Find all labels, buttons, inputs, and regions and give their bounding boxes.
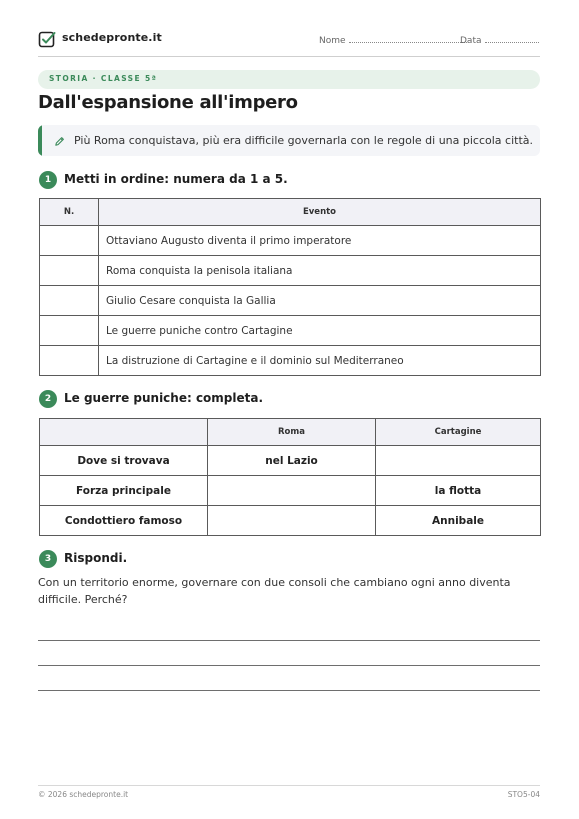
order-number-cell[interactable] — [40, 256, 99, 286]
page-title: Dall'espansione all'impero — [38, 92, 298, 113]
answer-line[interactable] — [38, 665, 540, 666]
table-row — [40, 476, 541, 506]
brand-name: schedepronte.it — [62, 31, 162, 44]
date-label: Data — [460, 36, 482, 46]
table-row — [40, 316, 541, 346]
table-row — [40, 346, 541, 376]
row-label: Dove si trovava — [40, 446, 208, 476]
table-row — [40, 446, 541, 476]
row-label: Forza principale — [40, 476, 208, 506]
section-2-number: 2 — [39, 390, 57, 408]
footer-divider — [38, 785, 540, 786]
row-label: Condottiero famoso — [40, 506, 208, 536]
table-row — [40, 226, 541, 256]
order-number-cell[interactable] — [40, 226, 99, 256]
event-cell: Roma conquista la penisola italiana — [99, 256, 541, 286]
column-header-event: Evento — [99, 199, 541, 226]
column-header-cartagine: Cartagine — [376, 419, 541, 446]
order-number-cell[interactable] — [40, 316, 99, 346]
checkbox-icon — [38, 30, 56, 48]
cartagine-cell: Annibale — [376, 506, 541, 536]
column-header-empty — [40, 419, 208, 446]
callout-accent-bar — [38, 125, 42, 156]
order-number-cell[interactable] — [40, 346, 99, 376]
subject-tag-text: STORIA · CLASSE 5ª — [49, 74, 158, 83]
table-row — [40, 286, 541, 316]
order-number-cell[interactable] — [40, 286, 99, 316]
roma-cell[interactable] — [208, 476, 376, 506]
event-cell: La distruzione di Cartagine e il dominio sul Mediterraneo — [99, 346, 541, 376]
order-table — [39, 198, 541, 376]
answer-line[interactable] — [38, 640, 540, 641]
question-text: Con un territorio enorme, governare con due consoli che cambiano ogni anno diventa difficile. Perché? — [38, 576, 511, 606]
cartagine-cell: la flotta — [376, 476, 541, 506]
column-header-roma: Roma — [208, 419, 376, 446]
header-divider — [38, 56, 540, 57]
roma-cell: nel Lazio — [208, 446, 376, 476]
cartagine-cell[interactable] — [376, 446, 541, 476]
date-field[interactable] — [460, 34, 539, 46]
answer-line[interactable] — [38, 690, 540, 691]
event-cell: Giulio Cesare conquista la Gallia — [99, 286, 541, 316]
table-row — [40, 256, 541, 286]
pencil-icon — [54, 136, 65, 147]
footer-copyright: © 2026 schedepronte.it — [38, 790, 129, 799]
callout-text: Più Roma conquistava, più era difficile governarla con le regole di una piccola città. — [74, 134, 534, 147]
event-cell: Le guerre puniche contro Cartagine — [99, 316, 541, 346]
table-row — [40, 506, 541, 536]
section-1-number: 1 — [39, 171, 57, 189]
footer-code: STO5-04 — [507, 790, 540, 799]
section-3-number: 3 — [39, 550, 57, 568]
column-header-number: N. — [40, 199, 99, 226]
name-label: Nome — [319, 36, 346, 46]
section-1-label: Metti in ordine: numera da 1 a 5. — [64, 172, 288, 186]
section-3-label: Rispondi. — [64, 551, 128, 565]
punic-wars-table — [39, 418, 541, 536]
event-cell: Ottaviano Augusto diventa il primo imperatore — [99, 226, 541, 256]
section-2-label: Le guerre puniche: completa. — [64, 391, 264, 405]
name-field[interactable] — [319, 34, 467, 46]
roma-cell[interactable] — [208, 506, 376, 536]
